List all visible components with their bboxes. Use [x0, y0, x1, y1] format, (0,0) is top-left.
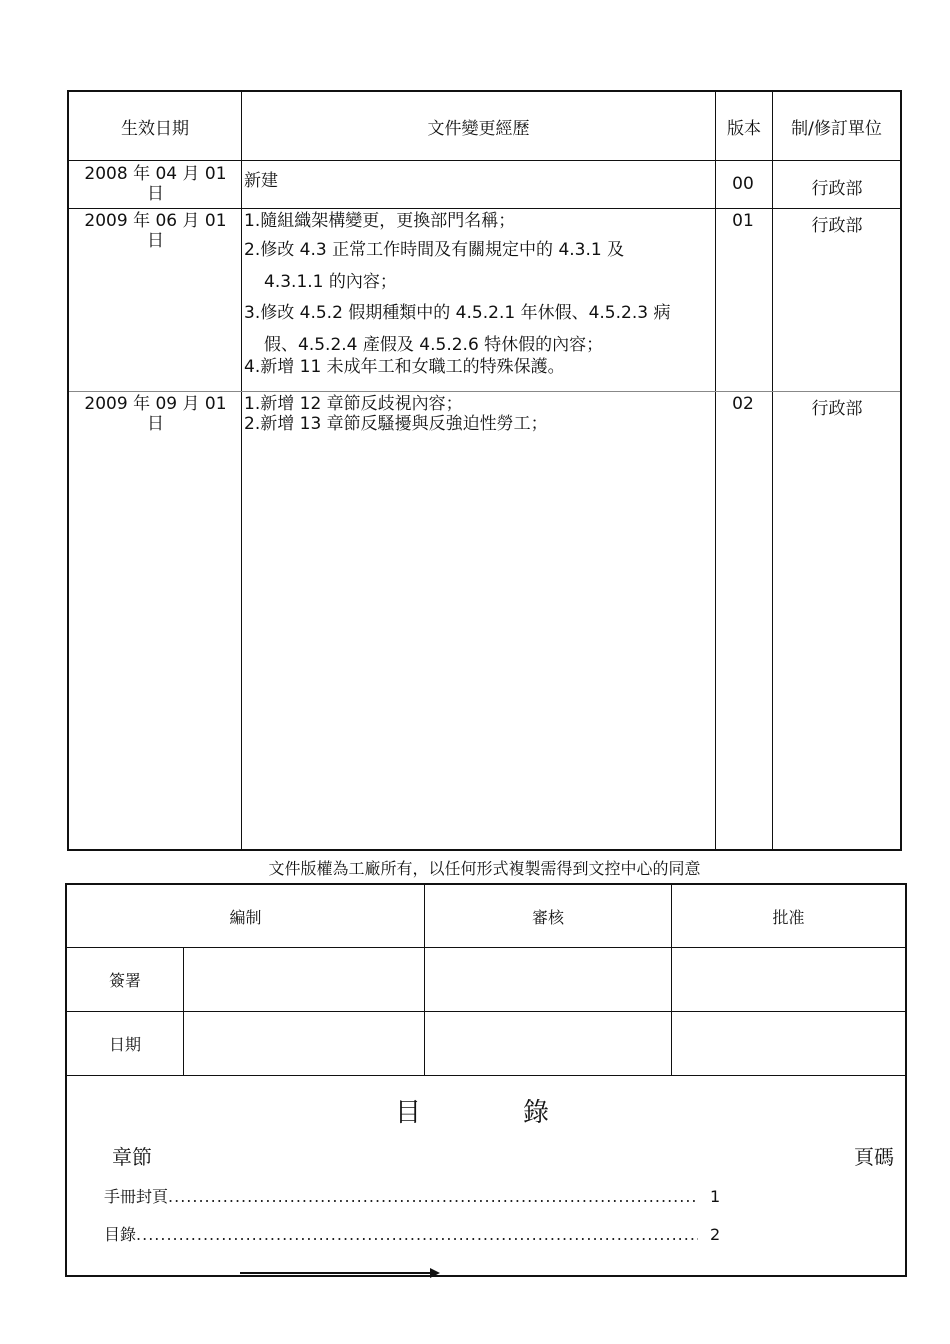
date-line: 日: [147, 414, 164, 434]
row-2-version: 01: [732, 211, 754, 231]
date-label: 日期: [108, 1035, 141, 1054]
date-line: 2009 年 06 月 01: [84, 211, 227, 231]
toc-chapter-header: 章節: [112, 1145, 152, 1169]
header-change-history: 文件變更經歷: [427, 119, 530, 139]
prepared-label: 編制: [229, 907, 262, 927]
date-line: 日: [147, 231, 164, 251]
row-2-changes: [244, 209, 716, 378]
change-line: 3.修改 4.5.2 假期種類中的 4.5.2.1 年休假、4.5.2.3 病: [244, 303, 671, 323]
copyright-notice: 文件版權為工廠所有，以任何形式複製需得到文控中心的同意: [268, 859, 701, 878]
prepared-signature-field[interactable]: [185, 949, 423, 1010]
row-3-date: [69, 394, 242, 434]
toc-entry-name: 目錄: [104, 1225, 137, 1244]
reviewed-label: 審核: [531, 907, 564, 927]
approved-label: 批准: [772, 907, 805, 927]
prepared-date-field[interactable]: [185, 1013, 423, 1074]
header-version: 版本: [727, 119, 761, 139]
approval-table: [65, 883, 907, 1277]
toc-entry[interactable]: [104, 1184, 724, 1207]
header-effective-date: 生效日期: [121, 119, 189, 139]
row-3-unit: 行政部: [811, 399, 863, 419]
toc-leader-dots: [136, 1225, 698, 1244]
change-line: 4.3.1.1 的內容；: [264, 271, 397, 292]
column-divider: [183, 948, 184, 1076]
toc-page-header: 頁碼: [854, 1145, 894, 1169]
row-1-changes: [244, 170, 716, 192]
row-1-unit: 行政部: [811, 179, 863, 199]
header-unit: 制/修訂單位: [791, 119, 882, 139]
column-divider: [772, 92, 773, 849]
column-divider: [715, 92, 716, 849]
reviewed-signature-field[interactable]: [426, 949, 670, 1010]
row-divider: [69, 391, 900, 392]
change-line: 1.隨組織架構變更，更換部門名稱；: [244, 211, 516, 231]
row-divider: [67, 1011, 905, 1012]
change-line: 4.新增 11 未成年工和女職工的特殊保護。: [244, 356, 565, 377]
change-line: 2.修改 4.3 正常工作時間及有關規定中的 4.3.1 及: [244, 240, 625, 260]
toc-title-char: 目: [395, 1098, 424, 1128]
row-2-date: [69, 211, 242, 251]
toc-entry[interactable]: [104, 1222, 724, 1245]
row-3-changes: [244, 394, 716, 434]
change-line: 新建: [244, 171, 278, 191]
row-2-unit: 行政部: [811, 216, 863, 236]
change-line: 1.新增 12 章節反歧視內容；: [244, 394, 463, 414]
approved-date-field[interactable]: [673, 1013, 904, 1074]
row-divider: [67, 947, 905, 948]
row-1-version: 00: [732, 174, 754, 194]
toc-entry-page: 2: [710, 1225, 721, 1244]
row-1-date: [69, 164, 242, 204]
revision-history-table: [67, 90, 902, 851]
toc-leader-dots: [168, 1187, 698, 1206]
change-line: 2.新增 13 章節反騷擾與反強迫性勞工；: [244, 414, 548, 434]
row-3-version: 02: [732, 394, 754, 414]
toc-entry-name: 手冊封頁: [104, 1187, 169, 1206]
date-line: 2008 年 04 月 01: [84, 164, 227, 184]
column-divider: [241, 92, 242, 849]
toc-title-char: 錄: [523, 1098, 552, 1128]
date-line: 2009 年 09 月 01: [84, 394, 227, 414]
toc-entry-page: 1: [710, 1187, 721, 1206]
reviewed-date-field[interactable]: [426, 1013, 670, 1074]
date-line: 日: [147, 184, 164, 204]
change-line: 假、4.5.2.4 產假及 4.5.2.6 特休假的內容；: [264, 334, 604, 355]
signature-label: 簽署: [108, 971, 141, 990]
arrow-icon: [240, 1266, 440, 1280]
row-divider: [67, 1075, 905, 1076]
approved-signature-field[interactable]: [673, 949, 904, 1010]
toc-title: [395, 1092, 551, 1129]
